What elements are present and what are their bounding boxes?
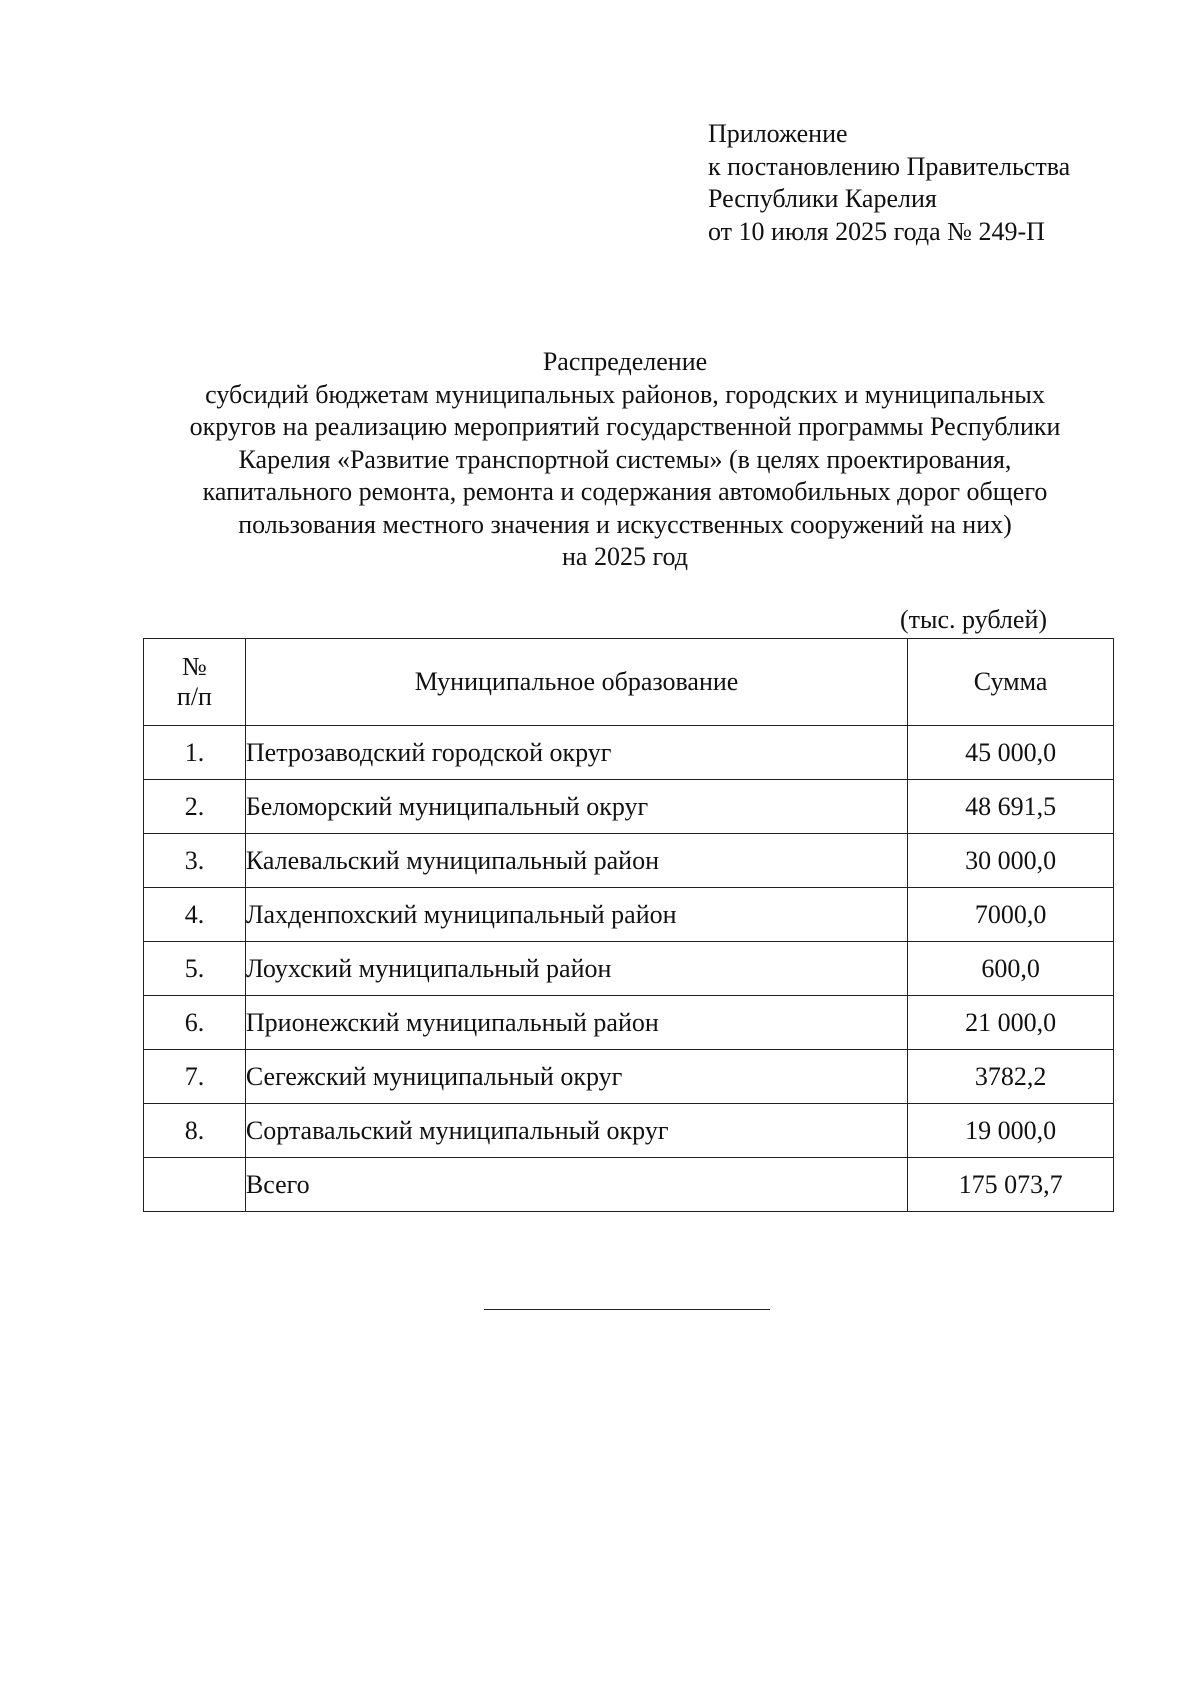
table-row <box>144 996 1114 1050</box>
units-label: (тыс. рублей) <box>900 605 1048 634</box>
row-sum: 7000,0 <box>908 888 1114 942</box>
row-sum: 19 000,0 <box>908 1104 1114 1158</box>
title-line: на 2025 год <box>562 542 688 571</box>
row-sum: 45 000,0 <box>908 726 1114 780</box>
title-line: пользования местного значения и искусственных сооружений на них) <box>238 509 1012 539</box>
row-number: 3. <box>144 834 246 888</box>
row-municipality: Лоухский муниципальный район <box>245 942 907 996</box>
title-line: субсидий бюджетам муниципальных районов, городских и муниципальных <box>205 379 1045 409</box>
appendix-line: от 10 июля 2025 года № 249-П <box>708 216 1045 246</box>
header-sum: Сумма <box>908 639 1114 726</box>
row-municipality: Беломорский муниципальный округ <box>245 780 907 834</box>
appendix-block <box>708 118 1070 248</box>
table-total-row <box>144 1158 1114 1212</box>
appendix-line: Приложение <box>708 119 848 148</box>
header-municipality: Муниципальное образование <box>245 639 907 726</box>
table-row <box>144 942 1114 996</box>
title-line: Карелия «Развитие транспортной системы» (в целях проектирования, <box>238 444 1012 474</box>
total-number <box>144 1158 246 1212</box>
row-number: 1. <box>144 726 246 780</box>
header-number-abbr: п/п <box>176 682 212 711</box>
header-number <box>144 639 246 726</box>
title-line: капитального ремонта, ремонта и содержания автомобильных дорог общего <box>202 477 1048 506</box>
header-number-sign: № <box>182 652 207 681</box>
table-row <box>144 888 1114 942</box>
title-line: Распределение <box>542 347 708 376</box>
row-municipality: Петрозаводский городской округ <box>245 726 907 780</box>
total-label: Всего <box>245 1158 907 1212</box>
row-number: 5. <box>144 942 246 996</box>
row-municipality: Лахденпохский муниципальный район <box>245 888 907 942</box>
title-line: округов на реализацию мероприятий государственной программы Республики <box>189 412 1061 441</box>
row-sum: 3782,2 <box>908 1050 1114 1104</box>
row-sum: 600,0 <box>908 942 1114 996</box>
row-municipality: Прионежский муниципальный район <box>245 996 907 1050</box>
subsidy-table <box>143 638 1114 1212</box>
row-number: 4. <box>144 888 246 942</box>
row-number: 8. <box>144 1104 246 1158</box>
document-title <box>130 346 1120 574</box>
appendix-line: к постановлению Правительства <box>708 151 1071 181</box>
appendix-line: Республики Карелия <box>708 184 937 213</box>
table-row <box>144 834 1114 888</box>
table-row <box>144 780 1114 834</box>
row-sum: 48 691,5 <box>908 780 1114 834</box>
table-row <box>144 726 1114 780</box>
table-row <box>144 1104 1114 1158</box>
closing-rule <box>484 1309 770 1310</box>
table-header-row <box>144 639 1114 726</box>
total-sum: 175 073,7 <box>908 1158 1114 1212</box>
row-municipality: Сортавальский муниципальный округ <box>245 1104 907 1158</box>
row-number: 7. <box>144 1050 246 1104</box>
row-municipality: Калевальский муниципальный район <box>245 834 907 888</box>
row-sum: 30 000,0 <box>908 834 1114 888</box>
row-number: 6. <box>144 996 246 1050</box>
row-municipality: Сегежский муниципальный округ <box>245 1050 907 1104</box>
row-number: 2. <box>144 780 246 834</box>
row-sum: 21 000,0 <box>908 996 1114 1050</box>
table-row <box>144 1050 1114 1104</box>
